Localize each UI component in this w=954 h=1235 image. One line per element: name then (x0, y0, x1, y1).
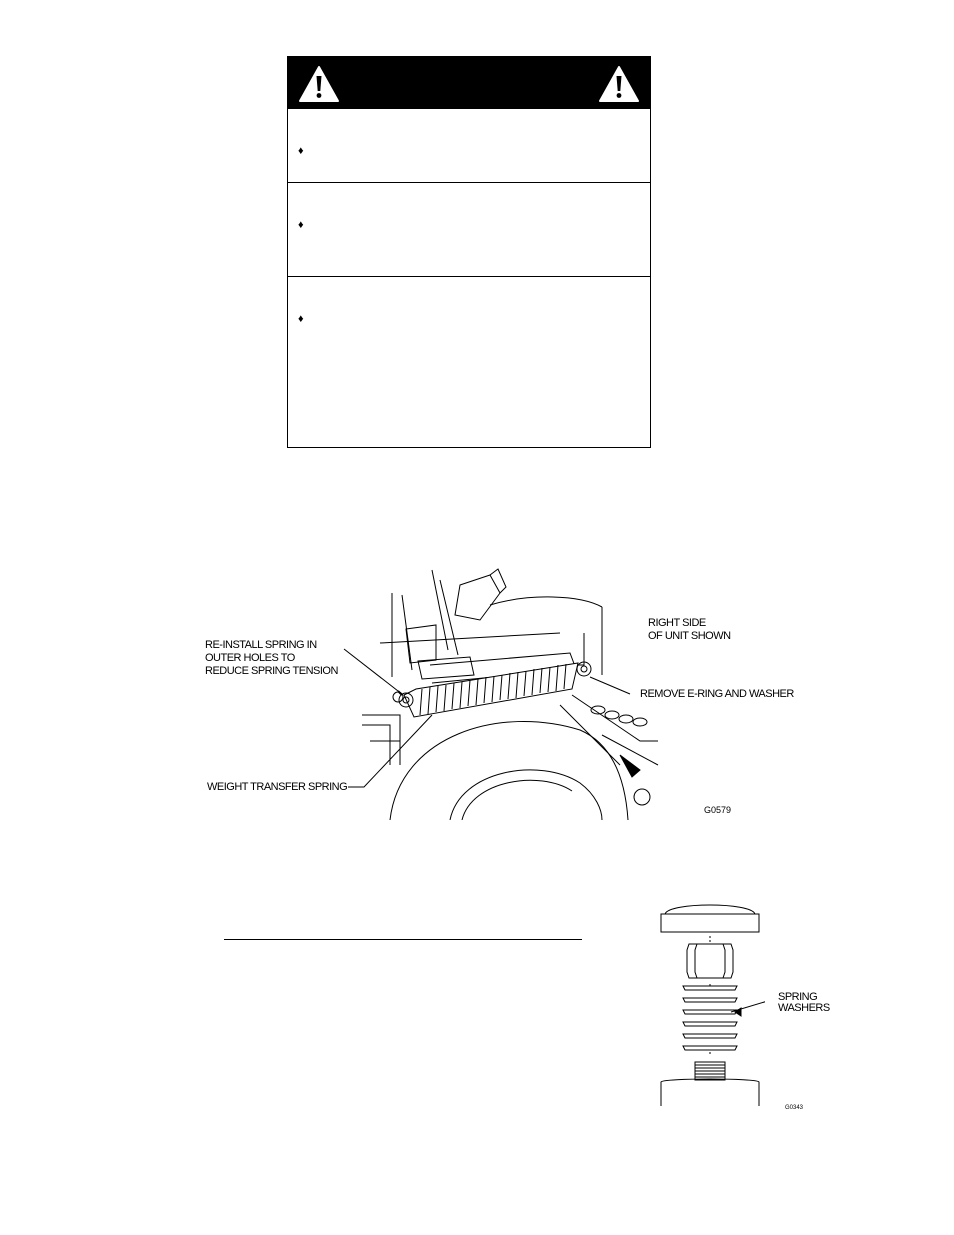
bullet-diamond-icon: ♦ (298, 313, 304, 325)
warning-box (287, 56, 651, 448)
bullet-diamond-icon: ♦ (298, 145, 304, 157)
spring-washers-callout-line: SPRING (778, 991, 818, 1003)
bullet-diamond-icon: ♦ (298, 219, 304, 231)
spring-washers-illustration (655, 900, 765, 1110)
reinstall-callout-line: OUTER HOLES TO (205, 652, 295, 664)
warning-section-3 (288, 277, 650, 447)
reinstall-callout-line: RE-INSTALL SPRING IN (205, 639, 317, 651)
remove-ering-callout: REMOVE E-RING AND WASHER (640, 688, 794, 700)
section-divider (224, 939, 582, 940)
warning-header (288, 57, 650, 109)
spring-washers-callout-line: WASHERS (778, 1002, 830, 1014)
warning-section-1 (288, 109, 650, 183)
warning-triangle-icon (598, 65, 640, 103)
right-side-callout (648, 617, 731, 643)
right-side-callout-line: OF UNIT SHOWN (648, 630, 731, 642)
weight-transfer-spring-callout: WEIGHT TRANSFER SPRING (207, 781, 348, 793)
spring-washers-callout (778, 992, 830, 1014)
reinstall-callout (205, 639, 338, 678)
weight-transfer-spring-illustration (340, 565, 660, 820)
figure-id-g0343: G0343 (785, 1105, 804, 1111)
reinstall-callout-line: REDUCE SPRING TENSION (205, 665, 338, 677)
warning-triangle-icon (298, 65, 340, 103)
right-side-callout-line: RIGHT SIDE (648, 617, 706, 629)
figure-id-g0579: G0579 (704, 805, 732, 815)
warning-section-2 (288, 183, 650, 277)
